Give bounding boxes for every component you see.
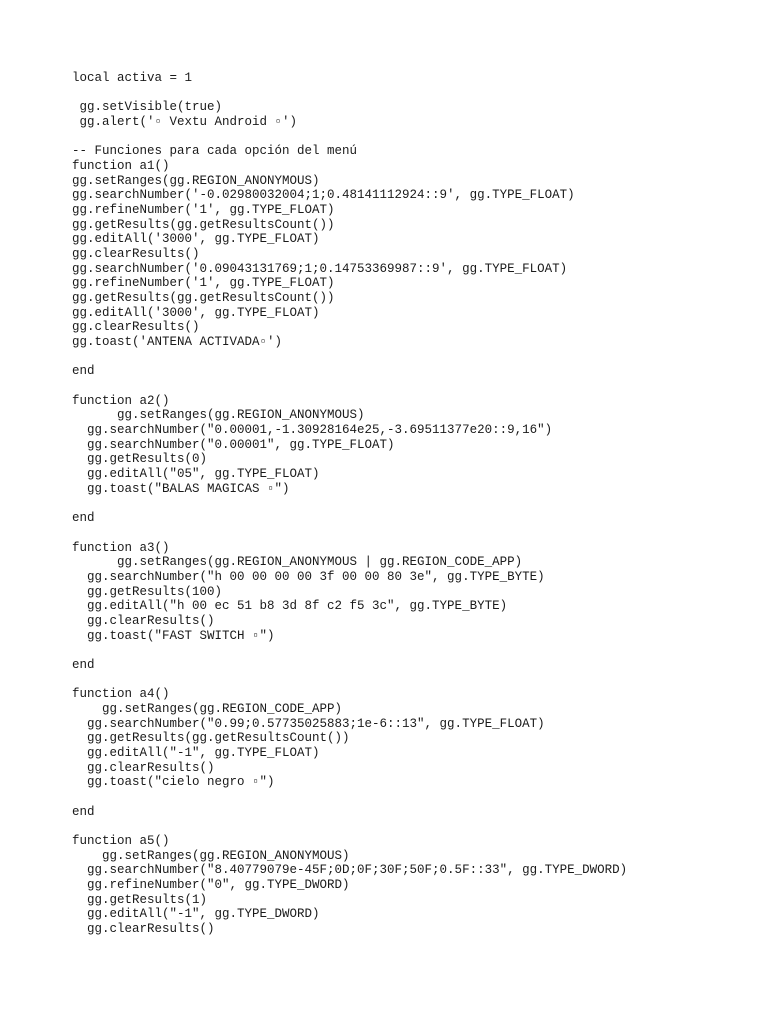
code-line: end — [72, 364, 95, 379]
code-line — [72, 350, 752, 365]
code-line: gg.getResults(gg.getResultsCount()) — [72, 291, 335, 306]
code-line: function a5() — [72, 833, 170, 848]
code-line: gg.setRanges(gg.REGION_ANONYMOUS) — [72, 408, 365, 423]
code-line: gg.toast('ANTENA ACTIVADA▫') — [72, 335, 283, 350]
code-line: gg.clearResults() — [72, 320, 200, 335]
code-line: gg.editAll("h 00 ec 51 b8 3d 8f c2 f5 3c", gg.TYPE_BYTE) — [72, 599, 508, 614]
code-line: gg.setRanges(gg.REGION_ANONYMOUS) — [72, 173, 320, 188]
code-line: end — [72, 511, 95, 526]
code-line: gg.alert('▫ Vextu Android ▫') — [72, 115, 298, 130]
code-line: gg.editAll("05", gg.TYPE_FLOAT) — [72, 467, 320, 482]
code-line: gg.clearResults() — [72, 921, 215, 936]
code-line: end — [72, 804, 95, 819]
code-line: gg.getResults(1) — [72, 892, 208, 907]
code-line: function a2() — [72, 393, 170, 408]
code-line: gg.searchNumber("h 00 00 00 00 3f 00 00 80 3e", gg.TYPE_BYTE) — [72, 569, 545, 584]
code-line — [72, 86, 752, 101]
code-line: gg.getResults(gg.getResultsCount()) — [72, 217, 335, 232]
code-line: gg.toast("BALAS MAGICAS ▫") — [72, 481, 290, 496]
code-line — [72, 526, 752, 541]
code-line: gg.clearResults() — [72, 613, 215, 628]
code-line: -- Funciones para cada opción del menú — [72, 144, 358, 159]
code-line: gg.getResults(0) — [72, 452, 208, 467]
code-line: function a3() — [72, 540, 170, 555]
code-line: end — [72, 657, 95, 672]
code-line — [72, 790, 752, 805]
code-line: gg.setVisible(true) — [72, 100, 223, 115]
code-line — [72, 673, 752, 688]
code-line: gg.clearResults() — [72, 247, 200, 262]
code-line: gg.searchNumber("0.00001,-1.30928164e25,-3.69511377e20::9,16") — [72, 423, 553, 438]
code-line: gg.refineNumber('1', gg.TYPE_FLOAT) — [72, 276, 335, 291]
code-line: gg.searchNumber('0.09043131769;1;0.14753369987::9', gg.TYPE_FLOAT) — [72, 261, 568, 276]
code-line: gg.setRanges(gg.REGION_ANONYMOUS | gg.REGION_CODE_APP) — [72, 555, 523, 570]
code-line: gg.getResults(100) — [72, 584, 223, 599]
code-line: gg.searchNumber('-0.02980032004;1;0.48141112924::9', gg.TYPE_FLOAT) — [72, 188, 575, 203]
code-line: gg.setRanges(gg.REGION_ANONYMOUS) — [72, 848, 350, 863]
code-line: gg.editAll("-1", gg.TYPE_DWORD) — [72, 907, 320, 922]
code-line: gg.toast("FAST SWITCH ▫") — [72, 628, 275, 643]
code-line: gg.editAll('3000', gg.TYPE_FLOAT) — [72, 232, 320, 247]
code-line: gg.refineNumber('1', gg.TYPE_FLOAT) — [72, 203, 335, 218]
lua-script-code-block — [72, 71, 752, 937]
code-line: gg.clearResults() — [72, 760, 215, 775]
code-line: gg.refineNumber("0", gg.TYPE_DWORD) — [72, 877, 350, 892]
code-line: function a1() — [72, 159, 170, 174]
code-line: gg.searchNumber("0.99;0.57735025883;1e-6::13", gg.TYPE_FLOAT) — [72, 716, 545, 731]
code-line: gg.toast("cielo negro ▫") — [72, 775, 275, 790]
code-line: gg.editAll('3000', gg.TYPE_FLOAT) — [72, 305, 320, 320]
code-line — [72, 643, 752, 658]
code-line: gg.editAll("-1", gg.TYPE_FLOAT) — [72, 745, 320, 760]
code-line — [72, 379, 752, 394]
code-line — [72, 130, 752, 145]
code-line — [72, 496, 752, 511]
code-line: gg.getResults(gg.getResultsCount()) — [72, 731, 350, 746]
code-line: gg.searchNumber("0.00001", gg.TYPE_FLOAT) — [72, 437, 395, 452]
code-line: local activa = 1 — [72, 71, 193, 85]
code-line: function a4() — [72, 687, 170, 702]
code-line: gg.searchNumber("8.40779079e-45F;0D;0F;30F;50F;0.5F::33", gg.TYPE_DWORD) — [72, 863, 628, 878]
code-line: gg.setRanges(gg.REGION_CODE_APP) — [72, 701, 343, 716]
code-line — [72, 819, 752, 834]
